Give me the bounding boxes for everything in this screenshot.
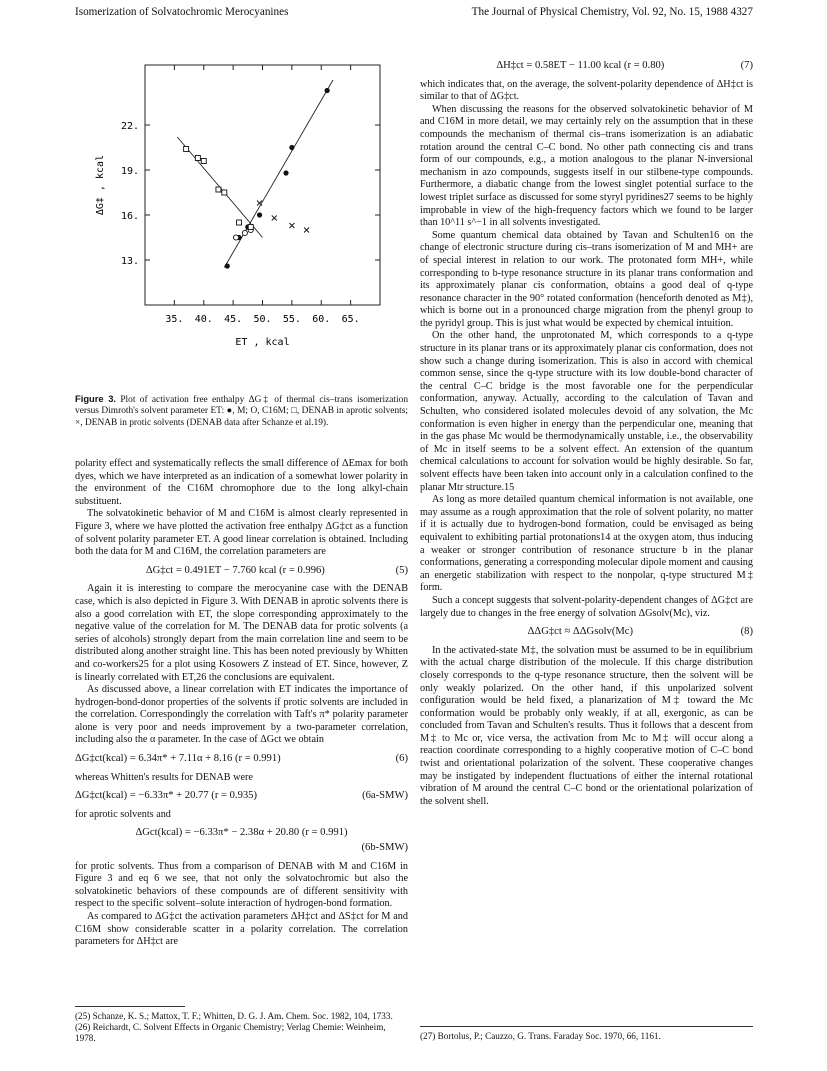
equation-8 (420, 626, 753, 639)
plot-frame (145, 65, 380, 305)
x-axis-label: ET , kcal (235, 337, 290, 348)
figure-caption (75, 393, 408, 429)
x-tick-label: 60. (312, 314, 331, 325)
marker-DENAB-aprotic (216, 187, 221, 192)
marker-DENAB-aprotic (222, 190, 227, 195)
right-paragraph-3: Some quantum chemical data obtained by Tavan and Schulten16 on the change of electronic structure during cis–trans isomerization of M and MH+ are of special interest in relation to our work. The protonated form MH+, while corresponding to b-type resonance structure in its planar trans conformation and its approximately planar cis conformation, obtains a good deal of q-type resonance character in the 90° rotated conformation (henceforth denoted as M‡), which is borne out in a pronounced charge migration from the phenyl group to the pyridyl group. This is just what would be expected by chemical intuition. (420, 229, 753, 329)
equation-5-number: (5) (395, 564, 408, 576)
equation-6 (75, 753, 408, 766)
marker-DENAB-protic (272, 216, 277, 221)
caption-text: Plot of activation free enthalpy ΔG‡ of thermal cis–trans isomerization versus Dimroth's solvent parameter ET: ●, M; O, C16M; □, DENAB in aprotic solvents; ×, DENAB in protic solvents (DENAB data after Schanze et al.19). (75, 395, 409, 428)
figure-3-plot (75, 60, 408, 360)
right-paragraph-6: Such a concept suggests that solvent-polarity-dependent changes of ΔG‡ct are largely due to changes in the free energy of solvation ΔGsolv(Mc), viz. (420, 594, 753, 619)
marker-M (289, 145, 294, 150)
right-paragraph-2: When discussing the reasons for the observed solvatokinetic behavior of M and C16M in more detail, we may certainly rely on the assumption that in these compounds the mechanism of thermal cis–trans isomerization is an adiabatic rotation around the central C–C bond. No other path connecting cis and trans form of our compounds, e.g., a motion analogous to the planar N-inversional mechanism in azo compounds, suggests itself in our stilbene-type compounds. Furthermore, a diabatic change from the lowest singlet potential surface to the lowest triplet surface as discussed for some styryl pyridines27 seems to be highly improbable in view of the high-frequency factors which we found to be larger than 10^11 s^−1 in all solvents investigated. (420, 103, 753, 229)
left-paragraph-3: Again it is interesting to compare the merocyanine case with the DENAB case, which is also depicted in Figure 3. With DENAB in aprotic solvents there is also a good correlation with ET, the slope corresponding approximately to the negative value of the correlation for M. The DENAB data for protic solvents (a series of alcohols) strongly depart from the main correlation line and seem to be distributed along another straight line. This has been noted previously by Whitten and co-workers25 for a plot using Kosowers Z instead of ET. Since, however, Z is linearly correlated with ET,26 the conclusions are equivalent. (75, 583, 408, 683)
y-axis-label: ΔG‡ , kcal (95, 154, 106, 216)
left-paragraph-6: for aprotic solvents and (75, 808, 171, 820)
marker-C16M (233, 235, 238, 240)
right-paragraph-5: As long as more detailed quantum chemical information is not available, one may assume as a rough approximation that the role of solvent polarity, no matter if it is actually due to hydrogen-bond formation, could be envisaged as being equivalent to exhibiting partial protonations14 at the oxygen atom, thus inducing a weaker or stronger contribution of resonance structure b in the planar conformations, generating a corresponding molecular dipole moment and causing an energetic stabilization with respect to the nonpolar, q-type structured M‡ form. (420, 494, 753, 594)
marker-DENAB-aprotic (237, 220, 242, 225)
references-left (75, 1011, 408, 1044)
left-paragraph-5: whereas Whitten's results for DENAB were (75, 771, 253, 783)
left-paragraph-4: As discussed above, a linear correlation with ET indicates the importance of hydrogen-bond-donor properties of the solvents if protic solvents are included in the correlation. Correspondingly the correlation with Taft's π* polarity parameter alone is very poor and needs improvement by a two-parameter correlation, including also the α parameter. In the case of ΔGct we obtain (75, 684, 408, 746)
running-header-left: Isomerization of Solvatochromic Merocyanines (75, 6, 289, 18)
equation-6b (75, 827, 408, 840)
right-paragraph-4: On the other hand, the unprotonated M, which corresponds to a q-type structure in its planar trans or its approximately planar cis conformation, does not show such a change during isomerization. This is also in accord with chemical common sense, since the q-type structure with its low double-bond character of the central C–C bridge is the most favorable one for the perpendicular conformation, anyway. Actually, according to the calculation of Tavan and Schulten, who considered isolated molecules devoid of any solvation, the Mc conformation is even higher in energy than the perpendicular one, meaning that in the gas phase Mc would be thermodynamically unstable, i.e., the observability of Mc in itself seems to be a solvent effect. An extension of the quantum chemical calculations to account for solvation would be highly desirable. So far, solvent effects have been taken into account only in a calculation confined to the planar Mtr structure.15 (420, 330, 753, 493)
x-tick-label: 40. (194, 314, 213, 325)
reference-26: (26) Reichardt, C. Solvent Effects in Organic Chemistry; Verlag Chemie: Weinheim, 1978. (75, 1022, 386, 1043)
right-paragraph-7: In the activated-state M‡, the solvation must be assumed to be in equilibrium with the actual charge distribution of the molecule. If this charge distribution closely corresponds to the q-type resonance structure, then the solvent will be only weakly polarized. On the other hand, if this unpolarized solvent configuration would be held fixed, a planarization of M‡ toward the Mc conformation would be probably only weakly, if at all, exergonic, as can be concluded from Tavan and Schulten's results. Thus it follows that a descent from M‡ to Mc or, vice versa, the activation from Mc to M‡ will occur along a reaction coordinate corresponding to a highly cooperative motion of C–C bond twist and orientational polarization of the solvent. These cooperative changes may be instigated by independent fluctuations of either the internal rotational vibration of M around the central C–C bond or the orientational polarization of the solvent shell. (420, 644, 753, 807)
marker-M (225, 263, 230, 268)
marker-DENAB-aprotic (201, 159, 206, 164)
equation-6b-number: (6b-SMW) (361, 842, 408, 854)
x-tick-label: 65. (341, 314, 360, 325)
reference-27: (27) Bortolus, P.; Cauzzo, G. Trans. Faraday Soc. 1970, 66, 1161. (420, 1031, 661, 1041)
equation-6b-body: ΔGct(kcal) = −6.33π* − 2.38α + 20.80 (r = 0.991) (135, 827, 348, 839)
equation-5 (75, 565, 408, 578)
marker-DENAB-aprotic (195, 156, 200, 161)
equation-7 (420, 60, 753, 73)
right-column (420, 60, 753, 808)
x-tick-label: 35. (165, 314, 184, 325)
figure-3-svg (75, 60, 408, 360)
equation-6a-number: (6a-SMW) (362, 790, 408, 802)
left-column (75, 458, 408, 949)
reference-25: (25) Schanze, K. S.; Mattox, T. F.; Whitten, D. G. J. Am. Chem. Soc. 1982, 104, 1733. (75, 1011, 393, 1021)
equation-8-body: ΔΔG‡ct ≈ ΔΔGsolv(Mc) (527, 626, 634, 638)
references-right (420, 1031, 753, 1042)
marker-DENAB-protic (289, 223, 294, 228)
equation-7-body: ΔH‡ct = 0.58ET − 11.00 kcal (r = 0.80) (496, 60, 665, 71)
x-tick-label: 50. (253, 314, 272, 325)
y-tick-label: 22. (120, 121, 139, 132)
marker-M (257, 212, 262, 217)
right-paragraph-1: which indicates that, on the average, the solvent-polarity dependence of ΔH‡ct is similar to that of ΔG‡ct. (420, 78, 753, 103)
marker-C16M (242, 230, 247, 235)
left-paragraph-8: As compared to ΔG‡ct the activation parameters ΔH‡ct and ΔS‡ct for M and C16M show considerable scatter in a polarity correlation. The correlation parameters for ΔH‡ct are (75, 911, 408, 948)
marker-M (283, 170, 288, 175)
x-tick-label: 55. (282, 314, 301, 325)
footnote-rule-right (420, 1026, 753, 1027)
marker-DENAB-aprotic (248, 225, 253, 230)
equation-6-number: (6) (395, 753, 408, 765)
footnote-rule-left (75, 1006, 185, 1007)
marker-DENAB-protic (304, 228, 309, 233)
marker-M (325, 88, 330, 93)
y-tick-label: 19. (120, 166, 139, 177)
left-paragraph-7: for protic solvents. Thus from a comparison of DENAB with M and C16M in Figure 3 and eq 6 we see, that not only the solvatochromic but also the solvatokinetic behaviors of these compounds are of different sensitivity with respect to the specific solvent–solute interaction of hydrogen-bond formation. (75, 860, 408, 910)
left-paragraph-1: polarity effect and systematically reflects the small difference of ΔEmax for both dyes, which we have interpreted as an indication of a somewhat lower polarity in the environment of the C16M chromophore due to the long alkyl-chain substituent. (75, 458, 408, 507)
equation-7-number: (7) (740, 60, 753, 71)
left-paragraph-2: The solvatokinetic behavior of M and C16M is almost clearly represented in Figure 3, where we have plotted the activation free enthalpy ΔG‡ct as a function of solvent polarity parameter ET. A good linear correlation is obtained. Including both the data for M and C16M, the correlation parameters are (75, 508, 408, 558)
equation-6a (75, 790, 408, 803)
x-tick-label: 45. (224, 314, 243, 325)
marker-DENAB-aprotic (184, 147, 189, 152)
y-tick-label: 16. (120, 211, 139, 222)
equation-6a-body: ΔG‡ct(kcal) = −6.33π* + 20.77 (r = 0.935) (75, 790, 257, 802)
caption-label: Figure 3. (75, 393, 117, 404)
equation-5-body: ΔG‡ct = 0.491ET − 7.760 kcal (r = 0.996) (145, 564, 325, 576)
equation-8-number: (8) (740, 626, 753, 638)
y-tick-label: 13. (120, 256, 139, 267)
running-header-right: The Journal of Physical Chemistry, Vol. 92, No. 15, 1988 4327 (471, 6, 753, 18)
equation-6-body: ΔG‡ct(kcal) = 6.34π* + 7.11α + 8.16 (r = 0.991) (75, 753, 281, 765)
